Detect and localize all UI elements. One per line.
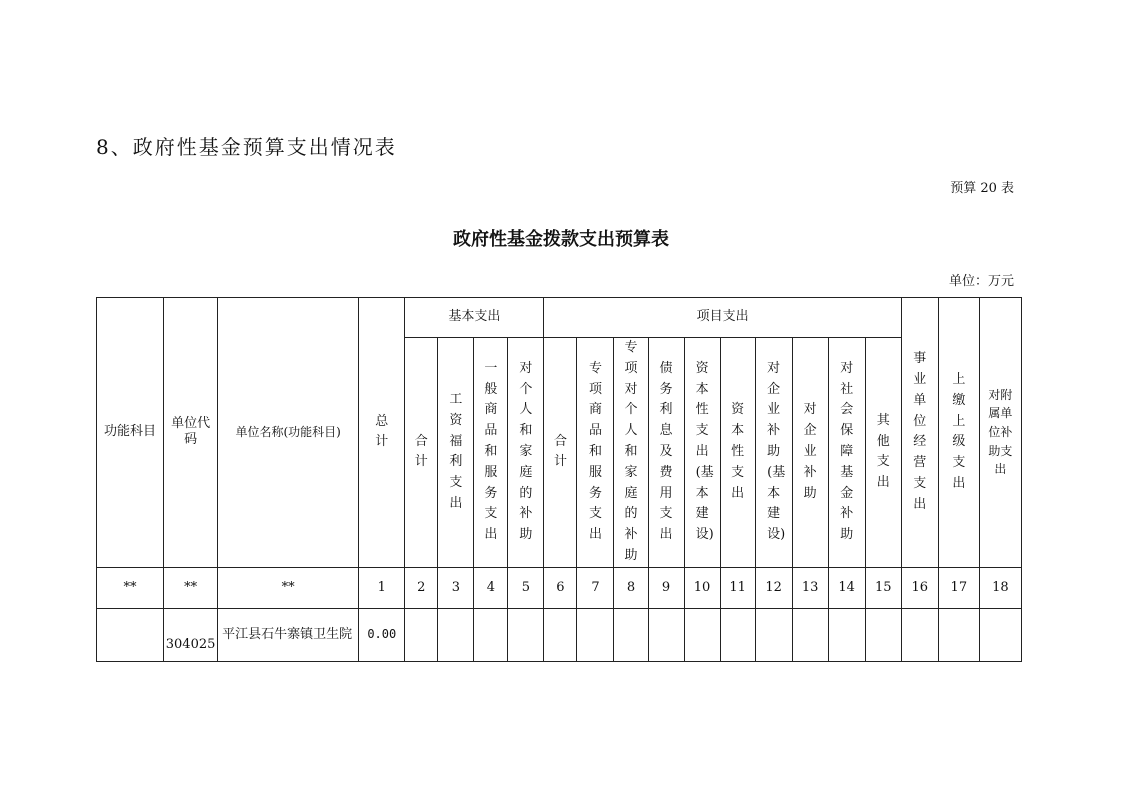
header-project-col	[684, 338, 720, 568]
header-project-col-text: 专项对个人和家庭的补助	[624, 340, 638, 563]
row-unit-code: 304025	[164, 608, 218, 661]
header-project-col-text: 对社会保障基金补助	[840, 360, 854, 543]
table-row	[97, 608, 1022, 661]
row-cell	[405, 608, 438, 661]
index-cell: 17	[938, 567, 979, 608]
row-total: 0.00	[359, 608, 405, 661]
index-cell: 4	[474, 567, 508, 608]
section-heading: 8、政府性基金预算支出情况表	[96, 135, 397, 159]
index-cell: 15	[865, 567, 901, 608]
row-cell	[938, 608, 979, 661]
header-project-col-text: 对企业补助	[803, 402, 817, 501]
header-project-col-text: 对企业补助(基本建设)	[767, 360, 786, 543]
row-cell	[648, 608, 684, 661]
index-cell: 14	[828, 567, 865, 608]
row-cell	[474, 608, 508, 661]
index-cell: 3	[438, 567, 474, 608]
header-project-col-text: 资本性支出	[731, 402, 745, 501]
index-cell: **	[97, 567, 164, 608]
header-basic-col-text: 一般商品和服务支出	[484, 360, 498, 543]
header-project-col	[544, 338, 577, 568]
header-project-col-text: 债务利息及费用支出	[659, 360, 673, 543]
index-cell: 8	[614, 567, 648, 608]
row-cell	[614, 608, 648, 661]
header-project-col	[792, 338, 828, 568]
header-basic-col	[438, 338, 474, 568]
header-project-col	[720, 338, 755, 568]
row-cell	[979, 608, 1021, 661]
header-unit-code	[164, 298, 218, 568]
header-basic-col-text: 对个人和家庭的补助	[519, 360, 533, 543]
index-cell: **	[164, 567, 218, 608]
header-basic-col	[474, 338, 508, 568]
row-unit-name: 平江县石牛寨镇卫生院	[218, 608, 359, 661]
header-project-col-text: 资本性支出(基本建设)	[695, 360, 714, 543]
header-basic-col	[508, 338, 544, 568]
row-cell	[755, 608, 792, 661]
index-cell: 16	[901, 567, 938, 608]
index-cell: **	[218, 567, 359, 608]
header-total-text: 总计	[375, 413, 389, 450]
header-project-col	[828, 338, 865, 568]
row-cell	[684, 608, 720, 661]
index-cell: 1	[359, 567, 405, 608]
form-number: 预算 20 表	[950, 181, 1014, 196]
header-project-col	[577, 338, 614, 568]
row-cell	[720, 608, 755, 661]
header-total	[359, 298, 405, 568]
header-row-1	[97, 298, 1022, 338]
row-cell	[508, 608, 544, 661]
index-row	[97, 567, 1022, 608]
row-cell	[544, 608, 577, 661]
header-biz-op	[901, 298, 938, 568]
header-project: 项目支出	[544, 298, 901, 338]
header-subsidiary	[979, 298, 1021, 568]
index-cell: 9	[648, 567, 684, 608]
header-project-col	[648, 338, 684, 568]
index-cell: 11	[720, 567, 755, 608]
index-cell: 18	[979, 567, 1021, 608]
index-cell: 13	[792, 567, 828, 608]
header-basic: 基本支出	[405, 298, 544, 338]
header-project-col-text: 合计	[553, 433, 567, 470]
index-cell: 2	[405, 567, 438, 608]
header-upper	[938, 298, 979, 568]
unit-label: 单位：万元	[948, 274, 1014, 289]
row-cell	[438, 608, 474, 661]
header-project-col	[614, 338, 648, 568]
index-cell: 7	[577, 567, 614, 608]
header-subsidiary-text: 对附属单位补助支出	[988, 387, 1013, 477]
header-unit-code-text: 单位代码	[171, 416, 211, 448]
index-cell: 12	[755, 567, 792, 608]
row-cell	[792, 608, 828, 661]
table-title: 政府性基金拨款支出预算表	[453, 229, 669, 250]
index-cell: 5	[508, 567, 544, 608]
header-basic-col-text: 工资福利支出	[449, 391, 463, 511]
row-cell	[865, 608, 901, 661]
row-cell	[828, 608, 865, 661]
header-basic-col-text: 合计	[414, 433, 428, 470]
header-project-col	[755, 338, 792, 568]
header-basic-col	[405, 338, 438, 568]
index-cell: 6	[544, 567, 577, 608]
header-project-col-text: 专项商品和服务支出	[588, 360, 602, 543]
index-cell: 10	[684, 567, 720, 608]
header-project-col	[865, 338, 901, 568]
header-unit-name: 单位名称(功能科目)	[218, 298, 359, 568]
row-cell	[577, 608, 614, 661]
header-biz-op-text: 事业单位经营支出	[913, 351, 927, 512]
header-upper-text: 上缴上级支出	[952, 371, 966, 491]
row-cell	[901, 608, 938, 661]
header-func-subject: 功能科目	[97, 298, 164, 568]
header-project-col-text: 其他支出	[876, 412, 890, 491]
budget-table	[96, 297, 1022, 662]
row-func-subject	[97, 608, 164, 661]
